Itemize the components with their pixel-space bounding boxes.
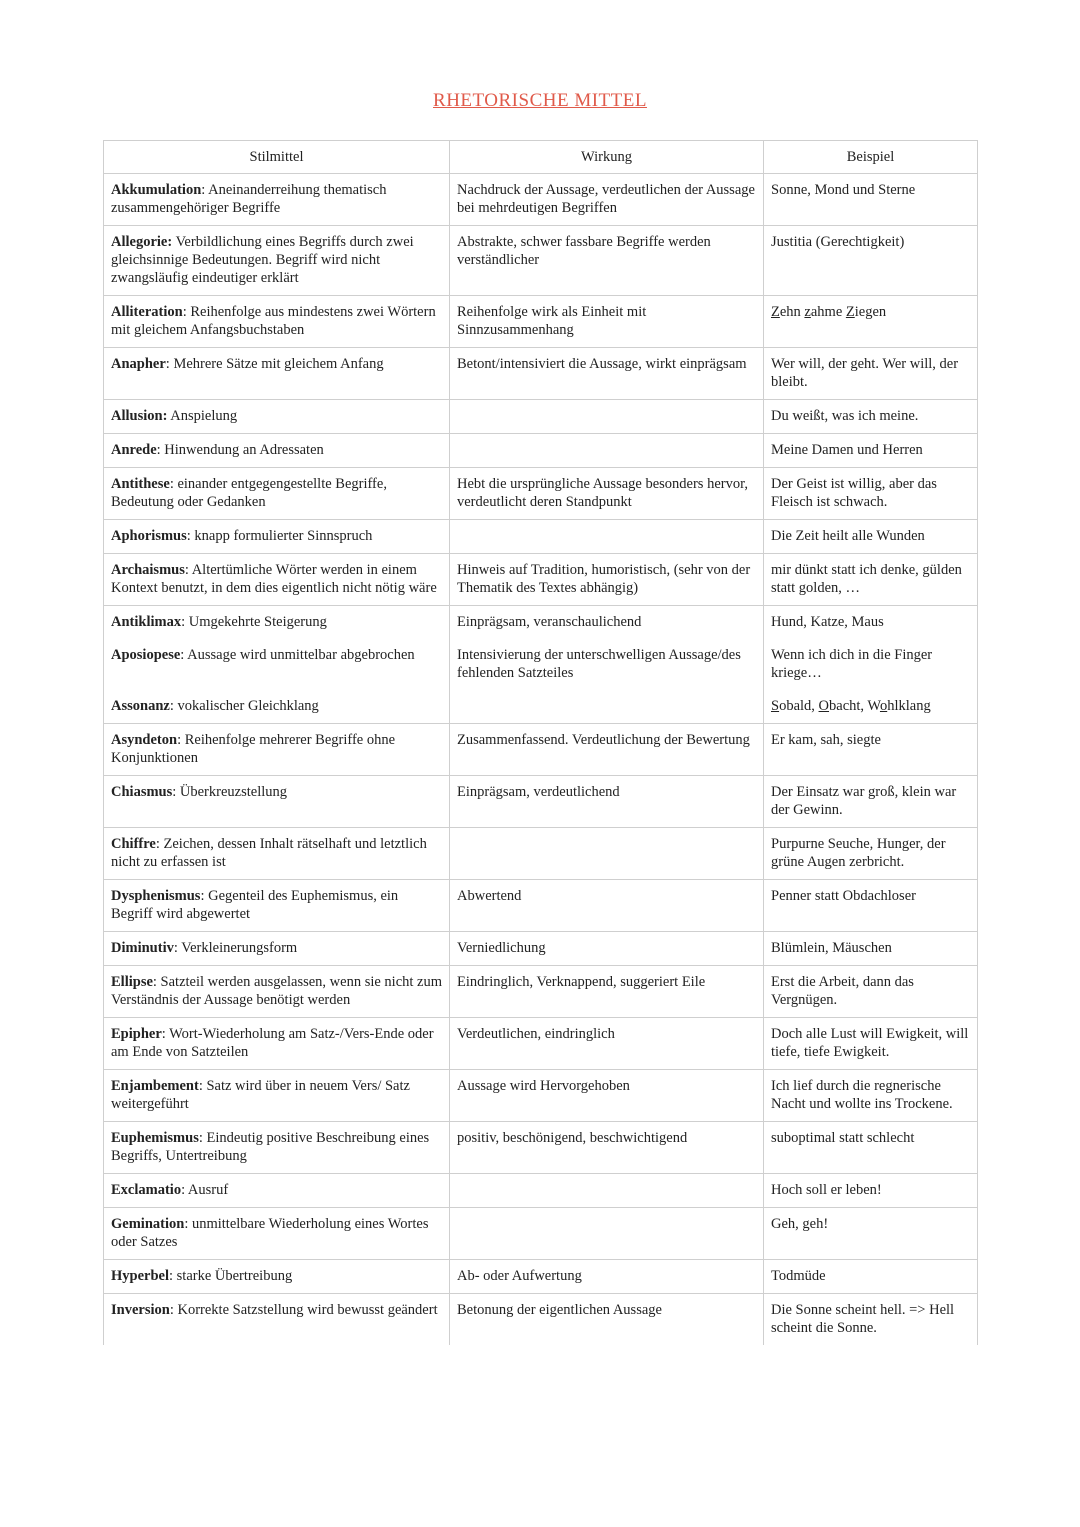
term: Antithese	[111, 476, 170, 492]
definition: : Ausruf	[181, 1182, 229, 1198]
table-row	[104, 174, 978, 226]
term: Asyndeton	[111, 732, 178, 748]
beispiel-cell: Der Geist ist willig, aber das Fleisch ist schwach.	[764, 468, 978, 520]
table-row	[104, 434, 978, 468]
term: Anapher	[111, 356, 166, 372]
table-row	[104, 690, 978, 724]
definition: : Aneinanderreihung thematisch zusammengehöriger Begriffe	[111, 182, 387, 216]
stilmittel-cell	[104, 1174, 450, 1208]
term: Dysphenismus	[111, 888, 201, 904]
wirkung-cell: Intensivierung der unterschwelligen Aussage/des fehlenden Satzteiles	[450, 639, 764, 690]
table-row	[104, 1122, 978, 1174]
table-row	[104, 966, 978, 1018]
term: Allegorie:	[111, 234, 173, 250]
table-row	[104, 520, 978, 554]
beispiel-cell: Zehn zahme Ziegen	[764, 296, 978, 348]
table-row	[104, 932, 978, 966]
definition: : Gegenteil des Euphemismus, ein Begriff wird abgewertet	[111, 888, 399, 922]
beispiel-cell: Penner statt Obdachloser	[764, 880, 978, 932]
beispiel-cell: Wer will, der geht. Wer will, der bleibt.	[764, 348, 978, 400]
wirkung-cell: Hinweis auf Tradition, humoristisch, (sehr von der Thematik des Textes abhängig)	[450, 554, 764, 606]
wirkung-cell	[450, 828, 764, 880]
stilmittel-cell	[104, 468, 450, 520]
beispiel-cell: Hoch soll er leben!	[764, 1174, 978, 1208]
wirkung-cell	[450, 520, 764, 554]
wirkung-cell: positiv, beschönigend, beschwichtigend	[450, 1122, 764, 1174]
table-row	[104, 828, 978, 880]
term: Diminutiv	[111, 940, 174, 956]
beispiel-cell: Die Zeit heilt alle Wunden	[764, 520, 978, 554]
stilmittel-cell	[104, 296, 450, 348]
wirkung-cell: Ab- oder Aufwertung	[450, 1260, 764, 1294]
beispiel-cell: Hund, Katze, Maus	[764, 606, 978, 640]
table-row	[104, 348, 978, 400]
table-row	[104, 724, 978, 776]
definition: : Aussage wird unmittelbar abgebrochen	[180, 647, 415, 663]
header-stilmittel: Stilmittel	[104, 141, 450, 174]
table-row	[104, 639, 978, 690]
term: Euphemismus	[111, 1130, 199, 1146]
beispiel-cell: Erst die Arbeit, dann das Vergnügen.	[764, 966, 978, 1018]
stilmittel-cell	[104, 1260, 450, 1294]
term: Gemination	[111, 1216, 185, 1232]
table-row	[104, 400, 978, 434]
table-row	[104, 776, 978, 828]
beispiel-cell: Sonne, Mond und Sterne	[764, 174, 978, 226]
wirkung-cell	[450, 690, 764, 724]
definition: : einander entgegengestellte Begriffe, Bedeutung oder Gedanken	[111, 476, 387, 510]
table-row	[104, 1294, 978, 1346]
wirkung-cell: Abstrakte, schwer fassbare Begriffe werden verständlicher	[450, 226, 764, 296]
stilmittel-cell	[104, 554, 450, 606]
stilmittel-cell	[104, 606, 450, 640]
definition: : unmittelbare Wiederholung eines Wortes oder Satzes	[111, 1216, 429, 1250]
stilmittel-cell	[104, 880, 450, 932]
wirkung-cell: Verniedlichung	[450, 932, 764, 966]
definition: : Reihenfolge mehrerer Begriffe ohne Konjunktionen	[111, 732, 396, 766]
wirkung-cell	[450, 1174, 764, 1208]
term: Chiffre	[111, 836, 156, 852]
definition: : Reihenfolge aus mindestens zwei Wörtern mit gleichem Anfangsbuchstaben	[111, 304, 436, 338]
beispiel-cell: Meine Damen und Herren	[764, 434, 978, 468]
definition: : Satz wird über in neuem Vers/ Satz weitergeführt	[111, 1078, 410, 1112]
table-row	[104, 880, 978, 932]
wirkung-cell: Zusammenfassend. Verdeutlichung der Bewertung	[450, 724, 764, 776]
wirkung-cell	[450, 400, 764, 434]
wirkung-cell: Verdeutlichen, eindringlich	[450, 1018, 764, 1070]
beispiel-cell: Ich lief durch die regnerische Nacht und wollte ins Trockene.	[764, 1070, 978, 1122]
beispiel-cell: suboptimal statt schlecht	[764, 1122, 978, 1174]
stilmittel-cell	[104, 724, 450, 776]
stilmittel-cell	[104, 400, 450, 434]
definition: : Korrekte Satzstellung wird bewusst geändert	[169, 1302, 438, 1318]
table-row	[104, 1018, 978, 1070]
beispiel-cell: Geh, geh!	[764, 1208, 978, 1260]
term: Enjambement	[111, 1078, 199, 1094]
header-wirkung: Wirkung	[450, 141, 764, 174]
term: Aphorismus	[111, 528, 187, 544]
beispiel-cell: Er kam, sah, siegte	[764, 724, 978, 776]
beispiel-cell: mir dünkt statt ich denke, gülden statt golden, …	[764, 554, 978, 606]
wirkung-cell: Abwertend	[450, 880, 764, 932]
definition: : Umgekehrte Steigerung	[181, 614, 327, 630]
header-beispiel: Beispiel	[764, 141, 978, 174]
term: Akkumulation	[111, 182, 202, 198]
stilmittel-cell	[104, 226, 450, 296]
beispiel-cell: Todmüde	[764, 1260, 978, 1294]
table-row	[104, 1070, 978, 1122]
beispiel-cell: Die Sonne scheint hell. => Hell scheint die Sonne.	[764, 1294, 978, 1346]
beispiel-cell: Doch alle Lust will Ewigkeit, will tiefe, tiefe Ewigkeit.	[764, 1018, 978, 1070]
stilmittel-cell	[104, 348, 450, 400]
stilmittel-table	[103, 140, 978, 1345]
wirkung-cell: Betonung der eigentlichen Aussage	[450, 1294, 764, 1346]
definition: : Satzteil werden ausgelassen, wenn sie nicht zum Verständnis der Aussage benötigt werden	[111, 974, 443, 1008]
beispiel-cell: Der Einsatz war groß, klein war der Gewinn.	[764, 776, 978, 828]
term: Hyperbel	[111, 1268, 169, 1284]
definition: Verbildlichung eines Begriffs durch zwei gleichsinnige Bedeutungen. Begriff wird nicht zwangsläufig eindeutiger erklärt	[111, 234, 414, 286]
term: Epipher	[111, 1026, 162, 1042]
stilmittel-cell	[104, 966, 450, 1018]
term: Aposiopese	[111, 647, 181, 663]
term: Chiasmus	[111, 784, 173, 800]
table-row	[104, 1174, 978, 1208]
term: Allusion:	[111, 408, 168, 424]
definition: : starke Übertreibung	[169, 1268, 293, 1284]
term: Ellipse	[111, 974, 153, 990]
stilmittel-cell	[104, 1018, 450, 1070]
wirkung-cell: Einprägsam, verdeutlichend	[450, 776, 764, 828]
beispiel-cell: Du weißt, was ich meine.	[764, 400, 978, 434]
term: Assonanz	[111, 698, 170, 714]
stilmittel-cell	[104, 828, 450, 880]
beispiel-cell: Wenn ich dich in die Finger kriege…	[764, 639, 978, 690]
definition: : vokalischer Gleichklang	[169, 698, 319, 714]
wirkung-cell: Hebt die ursprüngliche Aussage besonders hervor, verdeutlicht deren Standpunkt	[450, 468, 764, 520]
wirkung-cell: Einprägsam, veranschaulichend	[450, 606, 764, 640]
definition: : Verkleinerungsform	[173, 940, 298, 956]
stilmittel-cell	[104, 520, 450, 554]
beispiel-cell: Sobald, Obacht, Wohlklang	[764, 690, 978, 724]
definition: : knapp formulierter Sinnspruch	[186, 528, 373, 544]
page-title: RHETORISCHE MITTEL	[433, 90, 647, 111]
stilmittel-cell	[104, 174, 450, 226]
definition: : Mehrere Sätze mit gleichem Anfang	[165, 356, 384, 372]
definition: : Hinwendung an Adressaten	[156, 442, 324, 458]
term: Alliteration	[111, 304, 183, 320]
stilmittel-cell	[104, 690, 450, 724]
table-row	[104, 296, 978, 348]
stilmittel-cell	[104, 1122, 450, 1174]
definition: : Altertümliche Wörter werden in einem Kontext benutzt, in dem dies eigentlich nicht nötig wäre	[111, 562, 437, 596]
definition: : Wort-Wiederholung am Satz-/Vers-Ende oder am Ende von Satzteilen	[111, 1026, 434, 1060]
table-row	[104, 1208, 978, 1260]
definition: : Zeichen, dessen Inhalt rätselhaft und letztlich nicht zu erfassen ist	[111, 836, 427, 870]
wirkung-cell: Eindringlich, Verknappend, suggeriert Eile	[450, 966, 764, 1018]
wirkung-cell: Nachdruck der Aussage, verdeutlichen der Aussage bei mehrdeutigen Begriffen	[450, 174, 764, 226]
table-row	[104, 1260, 978, 1294]
table-header-row	[104, 141, 978, 174]
wirkung-cell	[450, 1208, 764, 1260]
stilmittel-cell	[104, 434, 450, 468]
table-row	[104, 554, 978, 606]
stilmittel-cell	[104, 1070, 450, 1122]
stilmittel-cell	[104, 639, 450, 690]
definition: : Überkreuzstellung	[172, 784, 288, 800]
table-row	[104, 468, 978, 520]
beispiel-cell: Justitia (Gerechtigkeit)	[764, 226, 978, 296]
term: Exclamatio	[111, 1182, 182, 1198]
table-row	[104, 226, 978, 296]
stilmittel-cell	[104, 1208, 450, 1260]
definition: : Eindeutig positive Beschreibung eines Begriffs, Untertreibung	[111, 1130, 430, 1164]
stilmittel-cell	[104, 776, 450, 828]
wirkung-cell: Aussage wird Hervorgehoben	[450, 1070, 764, 1122]
definition: Anspielung	[167, 408, 238, 424]
wirkung-cell: Reihenfolge wirk als Einheit mit Sinnzusammenhang	[450, 296, 764, 348]
stilmittel-cell	[104, 932, 450, 966]
term: Inversion	[111, 1302, 170, 1318]
table-row	[104, 606, 978, 640]
stilmittel-cell	[104, 1294, 450, 1346]
term: Archaismus	[111, 562, 185, 578]
term: Antiklimax	[111, 614, 182, 630]
beispiel-cell: Blümlein, Mäuschen	[764, 932, 978, 966]
beispiel-cell: Purpurne Seuche, Hunger, der grüne Augen zerbricht.	[764, 828, 978, 880]
wirkung-cell	[450, 434, 764, 468]
wirkung-cell: Betont/intensiviert die Aussage, wirkt einprägsam	[450, 348, 764, 400]
term: Anrede	[111, 442, 157, 458]
